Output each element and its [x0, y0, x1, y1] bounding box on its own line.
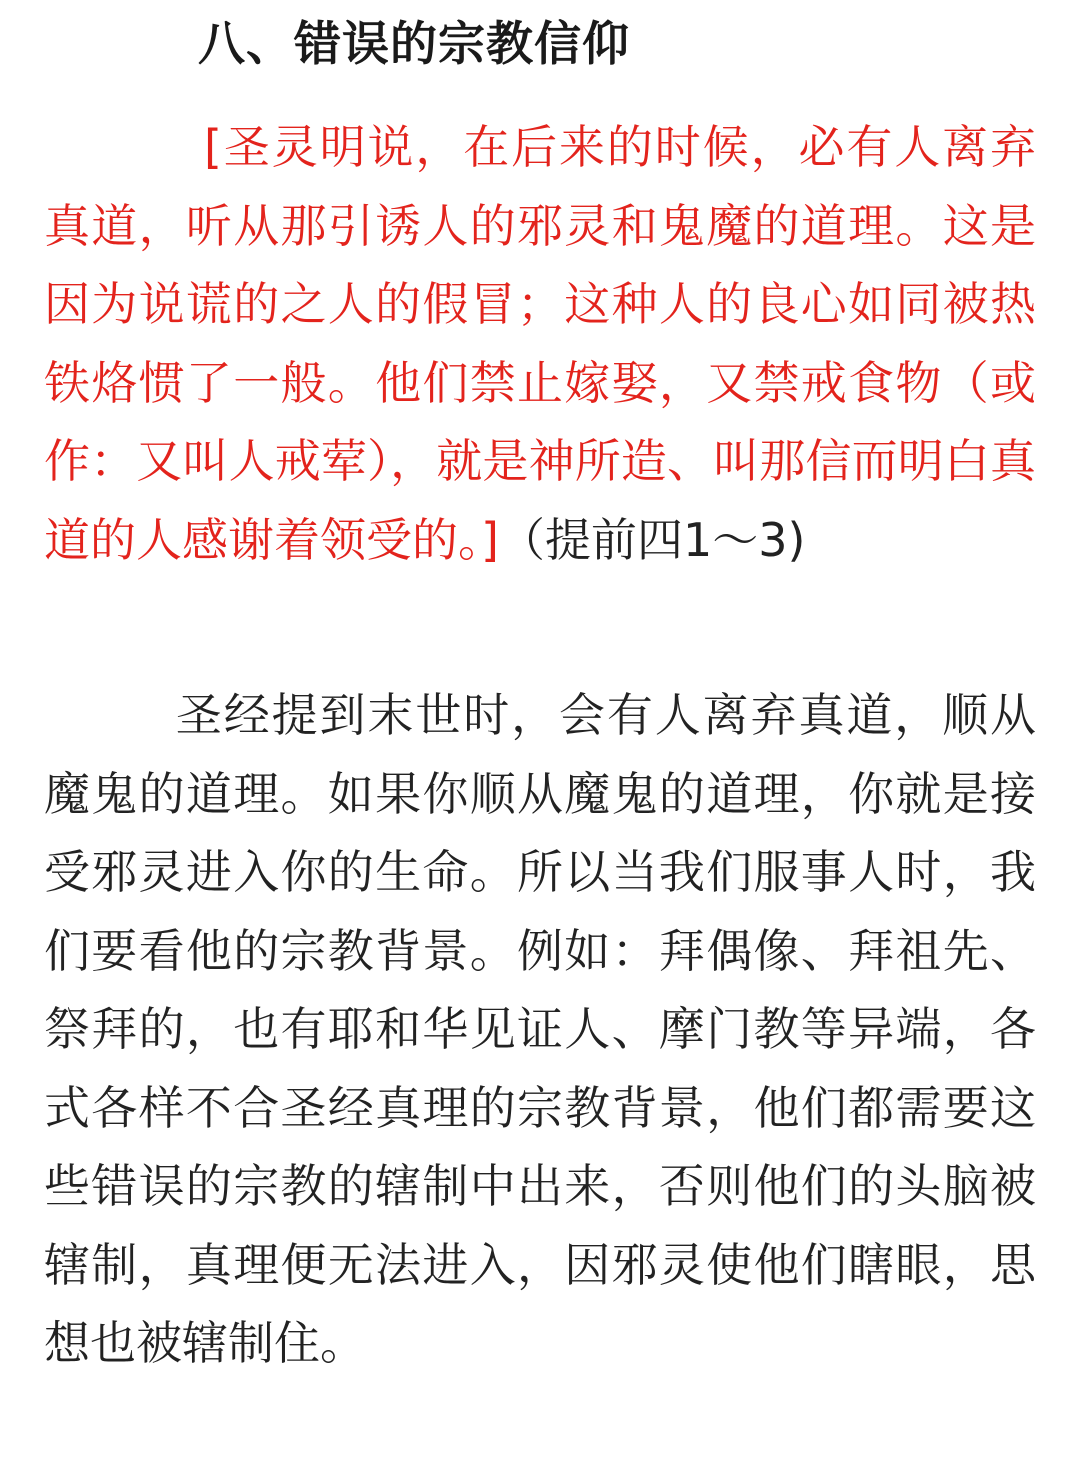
- body-paragraph-text: 圣经提到末世时，会有人离弃真道，顺从魔鬼的道理。如果你顺从魔鬼的道理，你就是接受邪灵进入你的生命。所以当我们服事人时，我们要看他的宗教背景。例如：拜偶像、拜祖先、祭拜的，也有耶和华见证人、摩门教等异端，各式各样不合圣经真理的宗教背景，他们都需要这些错误的宗教的辖制中出来，否则他们的头脑被辖制，真理便无法进入，因邪灵使他们瞎眼，思想也被辖制住。: [44, 688, 1036, 1370]
- scripture-verse-text: [圣灵明说，在后来的时候，必有人离弃真道，听从那引诱人的邪灵和鬼魔的道理。这是因为说谎的之人的假冒；这种人的良心如同被热铁烙惯了一般。他们禁止嫁娶，又禁戒食物（或作：又叫人戒荤），就是神所造、叫那信而明白真道的人感谢着领受的。]: [44, 120, 1036, 567]
- section-heading: 八、错误的宗教信仰: [198, 17, 630, 72]
- scripture-reference: （提前四1～3): [498, 512, 806, 567]
- scripture-quote: [44, 108, 1036, 579]
- body-paragraph: [44, 676, 1036, 1383]
